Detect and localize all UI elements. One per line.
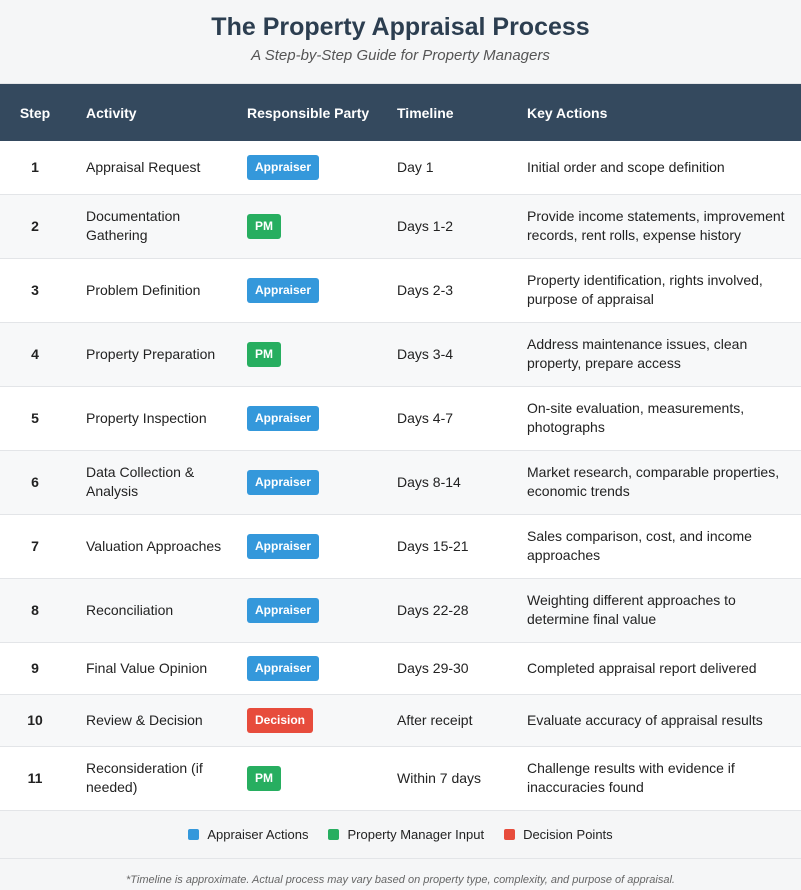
party-badge-pm: PM — [247, 342, 281, 367]
cell-party — [232, 578, 382, 642]
cell-activity: Appraisal Request — [86, 158, 201, 175]
party-badge-appraiser: Appraiser — [247, 470, 319, 495]
cell-step: 1 — [31, 158, 39, 175]
party-badge-appraiser: Appraiser — [247, 155, 319, 180]
cell-party — [232, 450, 382, 514]
cell-step: 6 — [31, 473, 39, 490]
cell-party — [232, 194, 382, 258]
cell-step: 3 — [31, 281, 39, 298]
cell-timeline: Days 3-4 — [397, 345, 454, 362]
cell-party — [232, 694, 382, 746]
party-badge-appraiser: Appraiser — [247, 278, 319, 303]
header-key-actions: Key Actions — [527, 104, 608, 121]
legend-label: Appraiser Actions — [207, 826, 309, 842]
cell-step: 8 — [31, 601, 39, 618]
party-badge-appraiser: Appraiser — [247, 598, 319, 623]
table-row — [0, 746, 801, 810]
cell-key-actions: Market research, comparable properties, economic trends — [527, 464, 780, 499]
cell-step: 10 — [27, 711, 43, 728]
party-badge-appraiser: Appraiser — [247, 534, 319, 559]
legend-label: Decision Points — [523, 826, 613, 842]
cell-party — [232, 141, 382, 194]
cell-key-actions: On-site evaluation, measurements, photographs — [527, 400, 745, 435]
cell-activity: Final Value Opinion — [86, 659, 208, 676]
header-step: Step — [19, 104, 51, 121]
process-table — [0, 84, 801, 811]
cell-timeline: Days 8-14 — [397, 473, 461, 490]
cell-timeline: Day 1 — [397, 158, 434, 175]
cell-key-actions: Property identification, rights involved, purpose of appraisal — [527, 272, 763, 307]
party-badge-appraiser: Appraiser — [247, 406, 319, 431]
cell-key-actions: Sales comparison, cost, and income approaches — [527, 528, 752, 563]
cell-party — [232, 386, 382, 450]
table-row — [0, 642, 801, 694]
cell-timeline: Days 29-30 — [397, 659, 469, 676]
legend-item-appraiser — [188, 827, 308, 842]
table-row — [0, 514, 801, 578]
cell-key-actions: Weighting different approaches to determine final value — [527, 592, 736, 627]
table-body — [0, 141, 801, 810]
cell-key-actions: Provide income statements, improvement records, rent rolls, expense history — [527, 208, 785, 243]
cell-step: 11 — [27, 769, 43, 786]
cell-step: 5 — [31, 409, 39, 426]
cell-timeline: Days 15-21 — [397, 537, 469, 554]
table-row — [0, 386, 801, 450]
cell-timeline: Within 7 days — [397, 769, 482, 786]
cell-key-actions: Completed appraisal report delivered — [527, 659, 757, 676]
header — [0, 0, 801, 84]
party-badge-pm: PM — [247, 766, 281, 791]
cell-activity: Reconciliation — [86, 601, 174, 618]
cell-timeline: Days 2-3 — [397, 281, 454, 298]
cell-step: 7 — [31, 537, 39, 554]
legend-swatch-decision — [504, 829, 515, 840]
cell-key-actions: Evaluate accuracy of appraisal results — [527, 711, 763, 728]
header-responsible-party: Responsible Party — [247, 104, 370, 121]
table-row — [0, 258, 801, 322]
cell-activity: Review & Decision — [86, 711, 203, 728]
cell-activity: Data Collection & Analysis — [86, 464, 195, 499]
cell-activity: Valuation Approaches — [86, 537, 222, 554]
party-badge-decision: Decision — [247, 708, 313, 733]
legend-swatch-appraiser — [188, 829, 199, 840]
header-timeline: Timeline — [397, 104, 454, 121]
cell-key-actions: Initial order and scope definition — [527, 158, 725, 175]
legend-label: Property Manager Input — [347, 826, 485, 842]
cell-step: 4 — [31, 345, 39, 362]
cell-activity: Reconsideration (if needed) — [86, 760, 203, 795]
legend-item-decision — [504, 827, 613, 842]
cell-activity: Property Inspection — [86, 409, 207, 426]
cell-timeline: Days 22-28 — [397, 601, 469, 618]
footnote: *Timeline is approximate. Actual process may vary based on property type, complexity, and purpose of appraisal. — [0, 859, 801, 890]
legend-item-pm — [328, 827, 484, 842]
cell-party — [232, 258, 382, 322]
cell-timeline: Days 1-2 — [397, 217, 454, 234]
table-row — [0, 450, 801, 514]
cell-key-actions: Address maintenance issues, clean property, prepare access — [527, 336, 748, 371]
legend-swatch-pm — [328, 829, 339, 840]
cell-party — [232, 746, 382, 810]
header-activity: Activity — [86, 104, 137, 121]
table-row — [0, 322, 801, 386]
cell-timeline: Days 4-7 — [397, 409, 454, 426]
page-title: The Property Appraisal Process — [211, 13, 590, 41]
table-row — [0, 141, 801, 194]
cell-activity: Documentation Gathering — [86, 208, 181, 243]
legend — [0, 811, 801, 859]
party-badge-pm: PM — [247, 214, 281, 239]
cell-party — [232, 322, 382, 386]
table-row — [0, 694, 801, 746]
cell-activity: Problem Definition — [86, 281, 201, 298]
page-subtitle: A Step-by-Step Guide for Property Managers — [251, 47, 550, 64]
cell-key-actions: Challenge results with evidence if inaccuracies found — [527, 760, 735, 795]
table-row — [0, 194, 801, 258]
cell-party — [232, 514, 382, 578]
cell-party — [232, 642, 382, 694]
table-row — [0, 578, 801, 642]
party-badge-appraiser: Appraiser — [247, 656, 319, 681]
cell-step: 9 — [31, 659, 39, 676]
cell-timeline: After receipt — [397, 711, 473, 728]
table-header-row — [0, 84, 801, 141]
cell-activity: Property Preparation — [86, 345, 216, 362]
cell-step: 2 — [31, 217, 39, 234]
